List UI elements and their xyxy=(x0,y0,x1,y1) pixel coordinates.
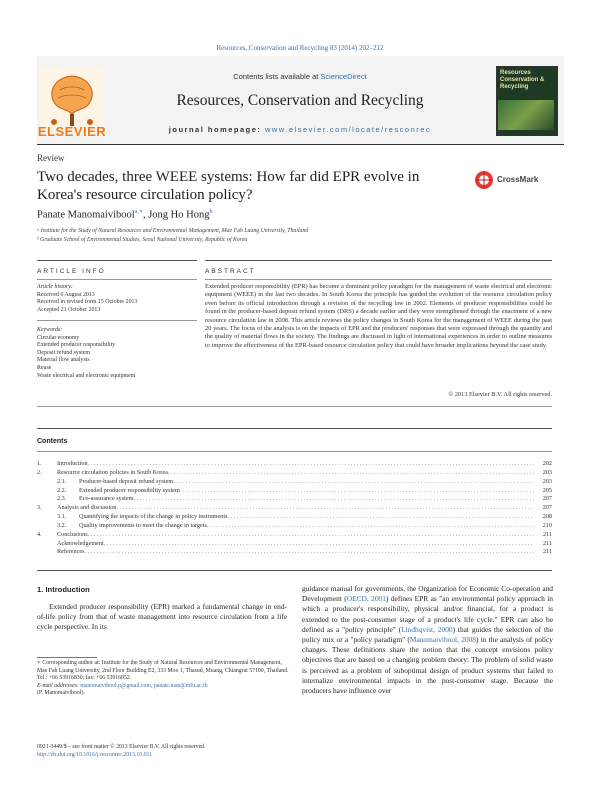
email-link[interactable]: manomaivibool.p@gmail.com, panate.man@mfu.ac.th xyxy=(80,682,208,689)
toc-row[interactable] xyxy=(37,460,552,469)
crossmark-label[interactable]: CrossMark xyxy=(497,175,539,184)
author-marks[interactable]: b xyxy=(209,209,213,215)
toc-page: 202 xyxy=(542,460,552,467)
toc-leader xyxy=(180,487,534,496)
body-text: ) in the analysis of policy changes. These definitions share the notion that the concept envisions policy objectives that are based on a changing problem theory: The problem of solid waste is perceived as a problem of suboptimal design of product systems that failed to internalize environmental impacts in the post-consumer stage. Because the producers have influence over xyxy=(302,635,553,696)
divider xyxy=(37,320,197,321)
toc-leader xyxy=(116,504,534,513)
toc-page: 203 xyxy=(542,468,552,476)
author-separator: , xyxy=(142,209,149,221)
toc-row[interactable] xyxy=(37,487,552,496)
toc-row[interactable] xyxy=(37,531,552,540)
keywords-label: Keywords: xyxy=(37,327,63,333)
section-heading-introduction: 1. Introduction xyxy=(37,585,90,594)
toc-page: 207 xyxy=(542,495,552,503)
toc-number: 3. xyxy=(37,504,42,512)
toc-label[interactable]: Analysis and discussion xyxy=(57,504,117,512)
keyword: Material flow analysis xyxy=(37,357,90,364)
doi-link[interactable]: http://dx.doi.org/10.1016/j.resconrec.2013.10.011 xyxy=(37,751,153,758)
issn-line: 0921-3449/$ – see front matter © 2013 Elsevier B.V. All rights reserved. xyxy=(37,744,206,750)
toc-label[interactable]: Quality improvements to meet the change in targets xyxy=(79,521,207,529)
divider xyxy=(205,279,552,280)
article-info-rule xyxy=(37,260,197,261)
keyword: Extended producer responsibility xyxy=(37,342,116,349)
toc-page: 208 xyxy=(542,513,552,521)
keywords xyxy=(37,327,197,380)
toc-page: 205 xyxy=(542,486,552,494)
intro-paragraph: Extended producer responsibility (EPR) marked a fundamental change in end-of-life policy from that of waste management into resource circulation from a life cycle perspective. In its xyxy=(37,602,287,632)
corresponding-author-footnote xyxy=(37,660,292,698)
toc-page: 211 xyxy=(542,530,552,538)
homepage-label: journal homepage: xyxy=(168,125,262,134)
author-name[interactable]: Jong Ho Hong xyxy=(148,209,210,221)
toc-page: 210 xyxy=(542,521,552,529)
reference-link[interactable]: OECD, 2001 xyxy=(346,594,386,604)
toc-label[interactable]: Quantifying the impacts of the change in policy instruments xyxy=(79,513,228,521)
toc-leader xyxy=(173,478,534,487)
email-owner: (P. Manomaivibool). xyxy=(37,690,85,697)
keyword: Circular economy xyxy=(37,334,80,341)
toc-label[interactable]: Producer-based deposit refund system xyxy=(79,477,174,485)
toc-label[interactable]: Extended producer responsibility system xyxy=(79,486,180,494)
abstract-text: Extended producer responsibility (EPR) has become a dominant policy paradigm for the management of waste electrical and electronic equipment (WEEE) in the last two decades. In South Korea the principle has guided the evolution of the resource circulation policy even before its official introduction through a revision of the recycling law in 2002. Elements of producer responsibilities could be found in the producer-based deposit refund system (DRS) a decade earlier and they were strengthened through the enactment of a new resource circulation law in 2008. This article reviews the policy changes in South Korea for the management of WEEE during the past 20 years. The focus of the analysis is on the impacts of EPR and the producers' responses that were expressed through the quantity and the quality of material flows in the society. The findings are discussed in light of international experiences in order to outline measures to improve the effectiveness of the EPR-based resource circulation policy that could have broader implications beyond the case study. xyxy=(205,283,552,349)
toc-row[interactable] xyxy=(37,478,552,487)
toc-label[interactable]: References xyxy=(57,548,85,556)
toc-number: 2.3. xyxy=(57,495,67,503)
journal-cover-band xyxy=(498,100,554,130)
toc-row[interactable] xyxy=(37,548,552,557)
article-history xyxy=(37,284,197,314)
toc-leader xyxy=(133,495,534,504)
toc-leader xyxy=(88,460,534,469)
toc-number xyxy=(37,540,57,549)
journal-cover-title: Resources Conservation & Recycling xyxy=(500,70,545,90)
body-text: guidance manual for governments, the Organization for Economic Co-operation and Development ( xyxy=(302,584,553,604)
affiliation-a: ᵃ Institute for the Study of Natural Resources and Environmental Management, Mae Fah Luang University, Thailand xyxy=(37,228,309,234)
affiliation-b: ᵇ Graduate School of Environmental Studies, Seoul National University, Republic of Korea xyxy=(37,237,248,243)
toc-leader xyxy=(207,522,534,531)
issn-doi xyxy=(37,744,206,759)
journal-title: Resources, Conservation and Recycling xyxy=(176,92,424,109)
crossmark-icon[interactable] xyxy=(474,170,494,190)
toc-number: 2.1. xyxy=(57,477,67,485)
toc-label[interactable]: Eco-assurance system xyxy=(79,495,134,503)
history-item: Received 6 August 2013 xyxy=(37,291,95,298)
abstract-heading: ABSTRACT xyxy=(205,268,256,275)
footnote-rule xyxy=(37,657,97,658)
toc-page: 211 xyxy=(542,548,552,556)
toc-label[interactable]: Acknowledgement xyxy=(57,539,104,547)
toc-leader xyxy=(88,531,534,540)
toc-page: 207 xyxy=(542,504,552,512)
divider xyxy=(37,406,552,407)
keyword: Deposit refund system xyxy=(37,349,91,356)
toc-row[interactable] xyxy=(37,504,552,513)
contents-prefix: Contents lists available at xyxy=(233,72,319,81)
toc-row[interactable] xyxy=(37,513,552,522)
toc-leader xyxy=(168,469,534,478)
toc-label[interactable]: Introduction xyxy=(57,460,88,467)
journal-citation[interactable]: Resources, Conservation and Recycling 83 (2014) 202–212 xyxy=(216,44,384,52)
body-text: ) defines EPR as "an environmental policy approach in which a producer's responsibility, physical and/or financial, for a product is extended to the post-consumer stage of a product's life cycle." EPR can also be defined as a "policy principle" ( xyxy=(302,594,554,634)
toc-row[interactable] xyxy=(37,469,552,478)
keyword: Reuse xyxy=(37,364,52,371)
toc-row[interactable] xyxy=(37,495,552,504)
intro-paragraph-continued xyxy=(302,584,553,696)
elsevier-wordmark: ELSEVIER xyxy=(37,124,107,139)
sciencedirect-link[interactable]: ScienceDirect xyxy=(320,72,367,81)
toc-page: 203 xyxy=(542,477,552,485)
history-item: Accepted 21 October 2013 xyxy=(37,306,101,313)
toc-number: 4. xyxy=(37,530,42,538)
table-of-contents xyxy=(37,460,552,557)
toc-label[interactable]: Conclusions xyxy=(57,530,88,538)
contents-heading: Contents xyxy=(37,438,68,445)
toc-number: 2.2. xyxy=(57,486,67,494)
toc-row[interactable] xyxy=(37,522,552,531)
abstract-rule xyxy=(205,260,552,261)
copyright-notice: © 2013 Elsevier B.V. All rights reserved. xyxy=(448,391,552,398)
body-text: ) that guides the selection of the policy mix or a "policy paradigm" ( xyxy=(302,624,553,645)
divider xyxy=(37,279,197,280)
contents-top-rule xyxy=(37,428,552,429)
toc-leader xyxy=(84,548,534,557)
toc-page: 211 xyxy=(542,539,552,547)
article-info-heading: ARTICLE INFO xyxy=(37,268,106,275)
article-title: Two decades, three WEEE systems: How far did EPR evolve in Korea's resource circulation policy? xyxy=(37,169,420,203)
author-list xyxy=(37,208,212,221)
toc-label[interactable]: Resource circulation policies in South Korea xyxy=(57,468,168,476)
divider xyxy=(37,451,552,452)
keyword: Waste electrical and electronic equipment xyxy=(37,372,136,379)
toc-number: 3.1. xyxy=(57,513,67,521)
toc-number: 1. xyxy=(37,460,42,467)
toc-leader xyxy=(104,540,534,549)
reference-link[interactable]: Manomaivibool, 2008 xyxy=(409,635,476,645)
toc-number: 3.2. xyxy=(57,521,67,529)
contents-bottom-rule xyxy=(37,570,552,571)
history-label: Article history: xyxy=(37,284,73,290)
author-marks[interactable]: a,∗ xyxy=(134,209,143,215)
footnote-text: ∗ Corresponding author at: Institute for the Study of Natural Resources and Environmental Management, Mae Fah Luang University, 2nd Floor Building E2, 333 Moo 1, Thasud, Muang, Chiangrai 57100, Thailand. Tel.: +66 53916830; fax: +66 53916852. xyxy=(37,660,289,682)
history-item: Received in revised form 15 October 2013 xyxy=(37,299,138,306)
article-type: Review xyxy=(37,153,65,163)
toc-leader xyxy=(227,513,534,522)
homepage-link[interactable]: www.elsevier.com/locate/resconrec xyxy=(264,125,432,134)
author-name[interactable]: Panate Manomaivibool xyxy=(37,209,135,221)
toc-row[interactable] xyxy=(37,540,552,549)
toc-number: 2. xyxy=(37,468,42,476)
email-label: E-mail addresses: xyxy=(37,682,79,689)
reference-link[interactable]: Lindhqvist, 2000 xyxy=(401,624,453,634)
toc-number xyxy=(37,548,57,557)
